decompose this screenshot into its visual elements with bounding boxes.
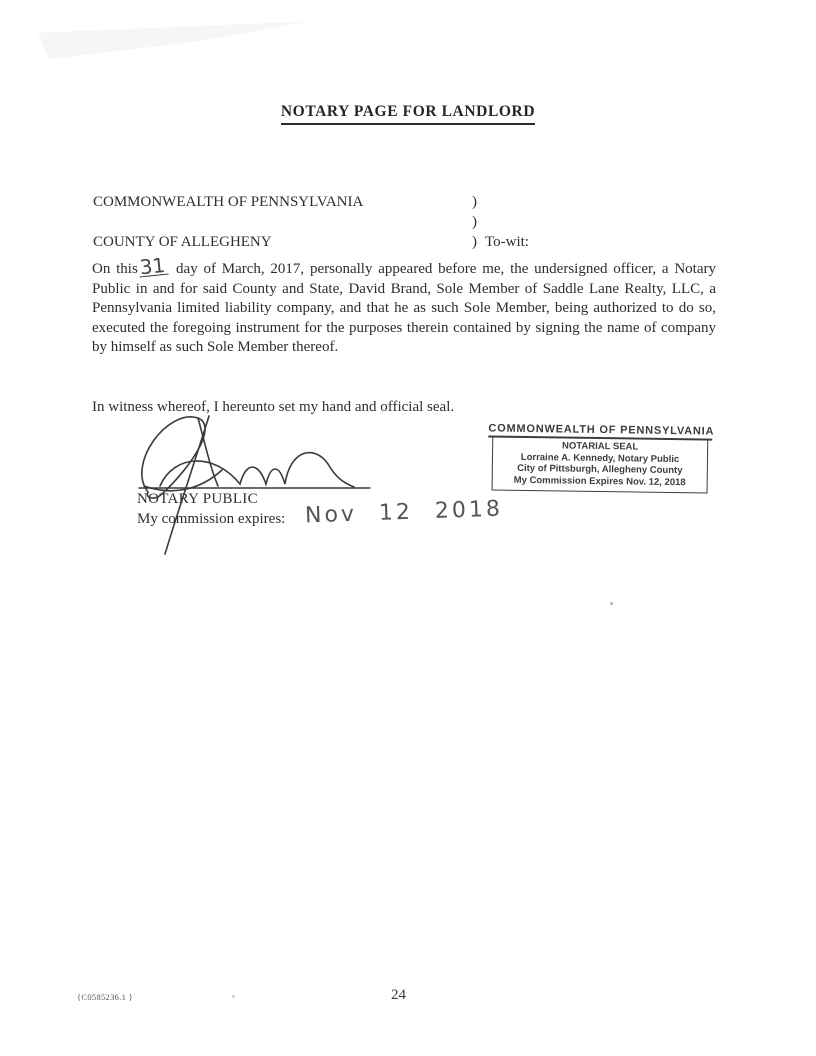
footer-page-number: 24 <box>391 987 406 1003</box>
jurisdiction-bracket: ) <box>472 194 477 210</box>
scan-artifact <box>38 18 308 60</box>
witness-statement: In witness whereof, I hereunto set my hand and official seal. <box>92 399 455 415</box>
handwritten-day: 31 <box>138 258 169 278</box>
jurisdiction-state-row <box>93 192 653 212</box>
jurisdiction-block <box>93 192 653 252</box>
handwritten-commission-date: Nov 12 2018 <box>304 496 504 529</box>
to-wit-label: To-wit: <box>485 234 529 250</box>
stamp-notarial-seal-line: NOTARIAL SEAL <box>561 440 639 453</box>
notary-stamp <box>488 422 715 493</box>
acknowledgment-paragraph <box>92 252 716 358</box>
paragraph-prefix: On this <box>92 261 138 277</box>
stamp-box <box>492 437 709 493</box>
notary-public-label: NOTARY PUBLIC <box>137 491 258 507</box>
stamp-expiration-line: My Commission Expires Nov. 12, 2018 <box>513 474 686 488</box>
jurisdiction-county-row <box>93 232 653 252</box>
stamp-city-county-line: City of Pittsburgh, Allegheny County <box>517 462 683 477</box>
notary-signature <box>118 406 388 566</box>
stamp-notary-name-line: Lorraine A. Kennedy, Notary Public <box>520 451 680 465</box>
jurisdiction-bracket-towit <box>472 232 529 252</box>
scan-speck <box>610 602 613 605</box>
page-title-text: NOTARY PAGE FOR LANDLORD <box>281 103 535 125</box>
jurisdiction-bracket: ) <box>472 214 477 230</box>
scan-speck <box>232 995 235 998</box>
stamp-commonwealth-line: COMMONWEALTH OF PENNSYLVANIA <box>488 422 712 440</box>
jurisdiction-bracket: ) <box>472 234 477 250</box>
page-title <box>0 103 816 125</box>
jurisdiction-middle-row <box>93 212 653 232</box>
state-name: COMMONWEALTH OF PENNSYLVANIA <box>93 194 364 210</box>
county-name: COUNTY OF ALLEGHENY <box>93 234 272 250</box>
footer-document-id: {C0585236.1 } <box>77 992 133 1002</box>
commission-expires-label: My commission expires: <box>137 511 286 527</box>
paragraph-body: day of March, 2017, personally appeared before me, the undersigned officer, a Notary Public in and for said County and State, David Brand, Sole Member of Saddle Lane Realty, LLC, a Pennsylvania limited liability company, and that he as such Sole Member, being authorized to do so, executed the foregoing instrument for the purposes therein contained by signing the name of company by himself as such Sole Member thereof. <box>92 261 716 356</box>
